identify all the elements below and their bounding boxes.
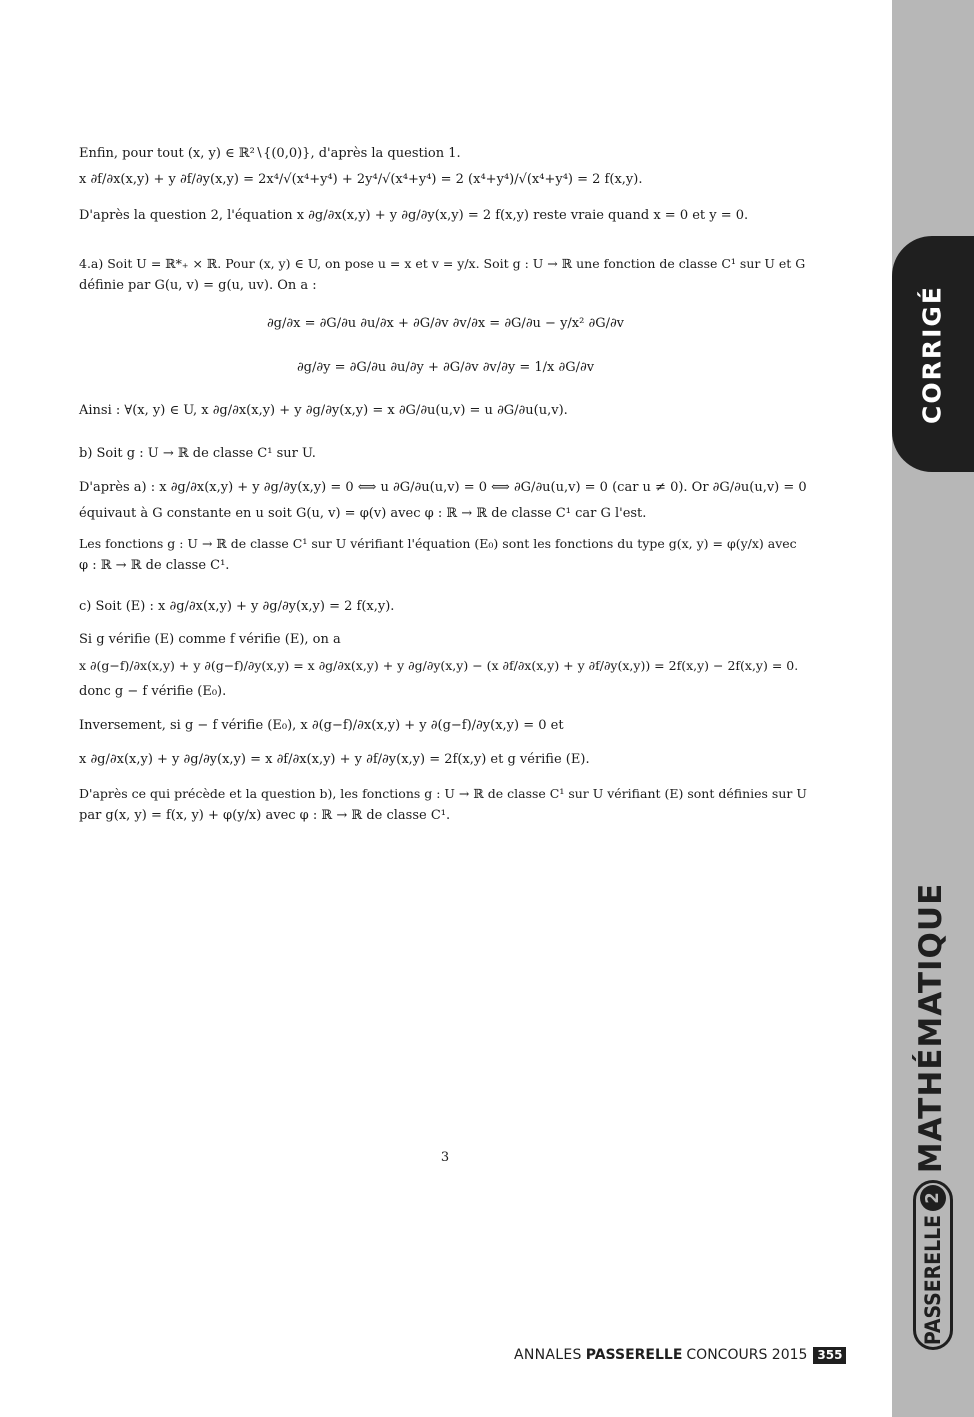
footer-annales: ANNALES <box>514 1347 582 1363</box>
text-line: D'après a) : x ∂g/∂x(x,y) + y ∂g/∂y(x,y) = 0 ⟺ u ∂G/∂u(u,v) = 0 ⟺ ∂G/∂u(u,v) = 0 (car u ≠ 0). Or ∂G/∂u(u,v) = 0 <box>79 480 807 495</box>
text-line: Les fonctions g : U → ℝ de classe C¹ sur U vérifiant l'équation (E₀) sont les fonctions du type g(x, y) = φ(y/x) avec <box>79 536 797 551</box>
text-line: D'après ce qui précède et la question b), les fonctions g : U → ℝ de classe C¹ sur U vérifiant (E) sont définies sur U <box>79 786 807 801</box>
text-line: donc g − f vérifie (E₀). <box>79 684 227 699</box>
text-line: D'après la question 2, l'équation x ∂g/∂x(x,y) + y ∂g/∂y(x,y) = 2 f(x,y) reste vraie quand x = 0 et y = 0. <box>79 208 749 223</box>
text-line: équivaut à G constante en u soit G(u, v) = φ(v) avec φ : ℝ → ℝ de classe C¹ car G l'est. <box>79 506 647 521</box>
text-line: définie par G(u, v) = g(u, uv). On a : <box>79 278 317 293</box>
text-line: 4.a) Soit U = ℝ*₊ × ℝ. Pour (x, y) ∈ U, on pose u = x et v = y/x. Soit g : U → ℝ une fonction de classe C¹ sur U et G <box>79 256 806 271</box>
equation-line: x ∂g/∂x(x,y) + y ∂g/∂y(x,y) = x ∂f/∂x(x,y) + y ∂f/∂y(x,y) = 2f(x,y) et g vérifie (E). <box>79 752 590 767</box>
footer-page-number: 355 <box>813 1347 846 1364</box>
text-line: Si g vérifie (E) comme f vérifie (E), on a <box>79 632 341 647</box>
text-line: c) Soit (E) : x ∂g/∂x(x,y) + y ∂g/∂y(x,y) = 2 f(x,y). <box>79 599 395 614</box>
text-line: par g(x, y) = f(x, y) + φ(y/x) avec φ : ℝ → ℝ de classe C¹. <box>79 808 451 823</box>
equation-line: ∂g/∂x = ∂G/∂u ∂u/∂x + ∂G/∂v ∂v/∂x = ∂G/∂u − y/x² ∂G/∂v <box>266 316 625 331</box>
subject-label: MATHÉMATIQUE <box>913 882 949 1174</box>
text-line: Inversement, si g − f vérifie (E₀), x ∂(g−f)/∂x(x,y) + y ∂(g−f)/∂y(x,y) = 0 et <box>79 718 564 733</box>
text-line: φ : ℝ → ℝ de classe C¹. <box>79 558 230 573</box>
section-label: CORRIGÉ <box>917 285 947 424</box>
passerelle-logo <box>913 1180 953 1350</box>
text-line: Ainsi : ∀(x, y) ∈ U, x ∂g/∂x(x,y) + y ∂g/∂y(x,y) = x ∂G/∂u(u,v) = u ∂G/∂u(u,v). <box>79 403 568 418</box>
footer-passerelle: PASSERELLE <box>585 1347 683 1363</box>
text-line: b) Soit g : U → ℝ de classe C¹ sur U. <box>79 446 316 461</box>
equation-line: x ∂f/∂x(x,y) + y ∂f/∂y(x,y) = 2x⁴/√(x⁴+y⁴) + 2y⁴/√(x⁴+y⁴) = 2 (x⁴+y⁴)/√(x⁴+y⁴) = 2 f(x,y). <box>79 172 643 187</box>
logo-text: PASSERELLE <box>921 1214 945 1346</box>
logo-number: 2 <box>920 1185 946 1211</box>
footer <box>514 1346 846 1364</box>
text-line: Enfin, pour tout (x, y) ∈ ℝ²∖{(0,0)}, d'après la question 1. <box>79 146 461 161</box>
equation-line: x ∂(g−f)/∂x(x,y) + y ∂(g−f)/∂y(x,y) = x ∂g/∂x(x,y) + y ∂g/∂y(x,y) − (x ∂f/∂x(x,y) + y ∂f/∂y(x,y)) = 2f(x,y) − 2f(x,y) = 0. <box>79 658 799 673</box>
footer-concours: CONCOURS 2015 <box>686 1347 808 1363</box>
equation-line: ∂g/∂y = ∂G/∂u ∂u/∂y + ∂G/∂v ∂v/∂y = 1/x ∂G/∂v <box>296 360 595 375</box>
page-number: 3 <box>440 1150 450 1165</box>
